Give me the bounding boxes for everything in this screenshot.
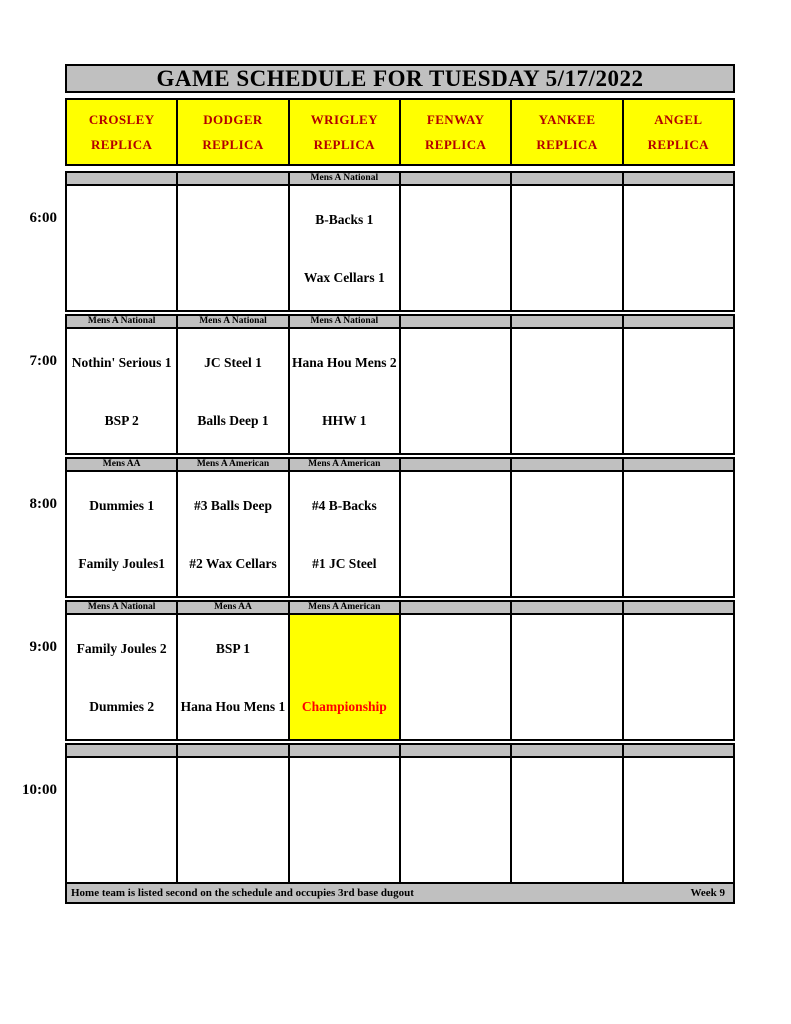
field-header-angel (624, 98, 735, 166)
time-slot-600 (0, 171, 735, 312)
visitor-team: #4 B-Backs (311, 497, 377, 513)
games-row (0, 186, 735, 312)
game-cell (178, 329, 289, 455)
game-cell (401, 758, 512, 884)
division-label: Mens A National (178, 314, 289, 329)
field-header-dodger (178, 98, 289, 166)
game-cell (65, 758, 178, 884)
visitor-team: BSP 1 (215, 640, 251, 656)
schedule-sheet (0, 64, 735, 904)
division-label: Mens A National (65, 314, 178, 329)
game-cell (401, 615, 512, 741)
game-cell (624, 472, 735, 598)
division-label: Mens AA (65, 457, 178, 472)
game-cell (512, 186, 623, 312)
visitor-team: Dummies 1 (89, 497, 155, 513)
field-header-yankee (512, 98, 623, 166)
division-label (512, 600, 623, 615)
game-cell (290, 329, 401, 455)
division-band-row (0, 600, 735, 615)
games-row (0, 615, 735, 741)
time-label: 10:00 (22, 782, 57, 798)
visitor-team: Hana Hou Mens 2 (292, 354, 397, 370)
game-cell (290, 758, 401, 884)
game-cell (65, 329, 178, 455)
game-cell (401, 472, 512, 598)
time-slot-900 (0, 600, 735, 741)
game-cell (290, 186, 401, 312)
division-label (512, 314, 623, 329)
division-label: Mens AA (178, 600, 289, 615)
band-spacer (0, 171, 65, 186)
game-cell (178, 758, 289, 884)
division-label (512, 743, 623, 758)
field-name: YANKEE (538, 111, 596, 127)
division-label (401, 457, 512, 472)
band-spacer (0, 600, 65, 615)
home-team: HHW 1 (322, 412, 367, 428)
game-cell (624, 329, 735, 455)
field-header-row (65, 98, 735, 166)
time-label: 8:00 (29, 496, 57, 512)
home-team: #1 JC Steel (312, 555, 377, 571)
field-header-wrigley (290, 98, 401, 166)
field-name: FENWAY (426, 111, 485, 127)
game-cell (624, 186, 735, 312)
field-header-fenway (401, 98, 512, 166)
home-team: Family Joules1 (78, 555, 165, 571)
game-cell (512, 472, 623, 598)
division-label: Mens A American (290, 457, 401, 472)
time-label: 9:00 (29, 639, 57, 655)
championship-game-cell (290, 615, 401, 741)
game-cell (65, 472, 178, 598)
time-label: 6:00 (29, 210, 57, 226)
time-slot-800 (0, 457, 735, 598)
division-band-row (0, 743, 735, 758)
home-team: Balls Deep 1 (197, 412, 269, 428)
division-label (290, 743, 401, 758)
game-cell (178, 186, 289, 312)
games-row (0, 329, 735, 455)
division-label (178, 171, 289, 186)
division-band-row (0, 171, 735, 186)
page-title: GAME SCHEDULE FOR TUESDAY 5/17/2022 (65, 64, 735, 93)
games-row (0, 758, 735, 884)
division-band-row (0, 314, 735, 329)
division-label (178, 743, 289, 758)
division-label (624, 600, 735, 615)
game-cell (512, 329, 623, 455)
division-label: Mens A American (178, 457, 289, 472)
division-label: Mens A National (290, 171, 401, 186)
game-cell (178, 615, 289, 741)
band-spacer (0, 314, 65, 329)
games-row (0, 472, 735, 598)
division-label (624, 314, 735, 329)
visitor-team: Nothin' Serious 1 (71, 354, 172, 370)
division-label (624, 457, 735, 472)
field-type: REPLICA (313, 136, 375, 152)
division-label (401, 743, 512, 758)
game-cell (290, 472, 401, 598)
division-label: Mens A National (65, 600, 178, 615)
division-label (624, 743, 735, 758)
game-cell (512, 615, 623, 741)
division-label: Mens A National (290, 314, 401, 329)
footer-note: Home team is listed second on the schedule and occupies 3rd base dugout (71, 887, 414, 899)
championship-label: Championship (301, 698, 387, 714)
band-spacer (0, 457, 65, 472)
division-label (401, 600, 512, 615)
time-slot-1000 (0, 743, 735, 884)
field-name: DODGER (203, 111, 263, 127)
field-type: REPLICA (91, 136, 153, 152)
division-label (401, 171, 512, 186)
division-band-row (0, 457, 735, 472)
home-team: Wax Cellars 1 (303, 269, 385, 285)
division-label (512, 457, 623, 472)
band-spacer (0, 743, 65, 758)
visitor-team: #3 Balls Deep (193, 497, 272, 513)
game-cell (401, 329, 512, 455)
field-type: REPLICA (647, 136, 709, 152)
division-label: Mens A American (290, 600, 401, 615)
division-label (512, 171, 623, 186)
home-team: Dummies 2 (89, 698, 155, 714)
home-team: #2 Wax Cellars (189, 555, 277, 571)
week-number: Week 9 (690, 887, 725, 899)
game-cell (624, 615, 735, 741)
division-label (401, 314, 512, 329)
game-cell (65, 615, 178, 741)
game-cell (624, 758, 735, 884)
division-label (65, 171, 178, 186)
division-label (65, 743, 178, 758)
field-type: REPLICA (424, 136, 487, 152)
game-cell (65, 186, 178, 312)
field-type: REPLICA (536, 136, 598, 152)
field-type: REPLICA (202, 136, 264, 152)
home-team: BSP 2 (104, 412, 139, 428)
field-header-crosley (65, 98, 178, 166)
visitor-team: Family Joules 2 (76, 640, 167, 656)
division-label (624, 171, 735, 186)
field-name: ANGEL (654, 111, 703, 127)
game-cell (178, 472, 289, 598)
game-cell (401, 186, 512, 312)
time-label: 7:00 (29, 353, 57, 369)
field-name: WRIGLEY (310, 111, 378, 127)
home-team: Hana Hou Mens 1 (180, 698, 286, 714)
footer-bar (65, 884, 735, 904)
time-slot-700 (0, 314, 735, 455)
field-name: CROSLEY (88, 111, 155, 127)
game-cell (512, 758, 623, 884)
visitor-team: JC Steel 1 (204, 354, 262, 370)
visitor-team: B-Backs 1 (315, 211, 374, 227)
